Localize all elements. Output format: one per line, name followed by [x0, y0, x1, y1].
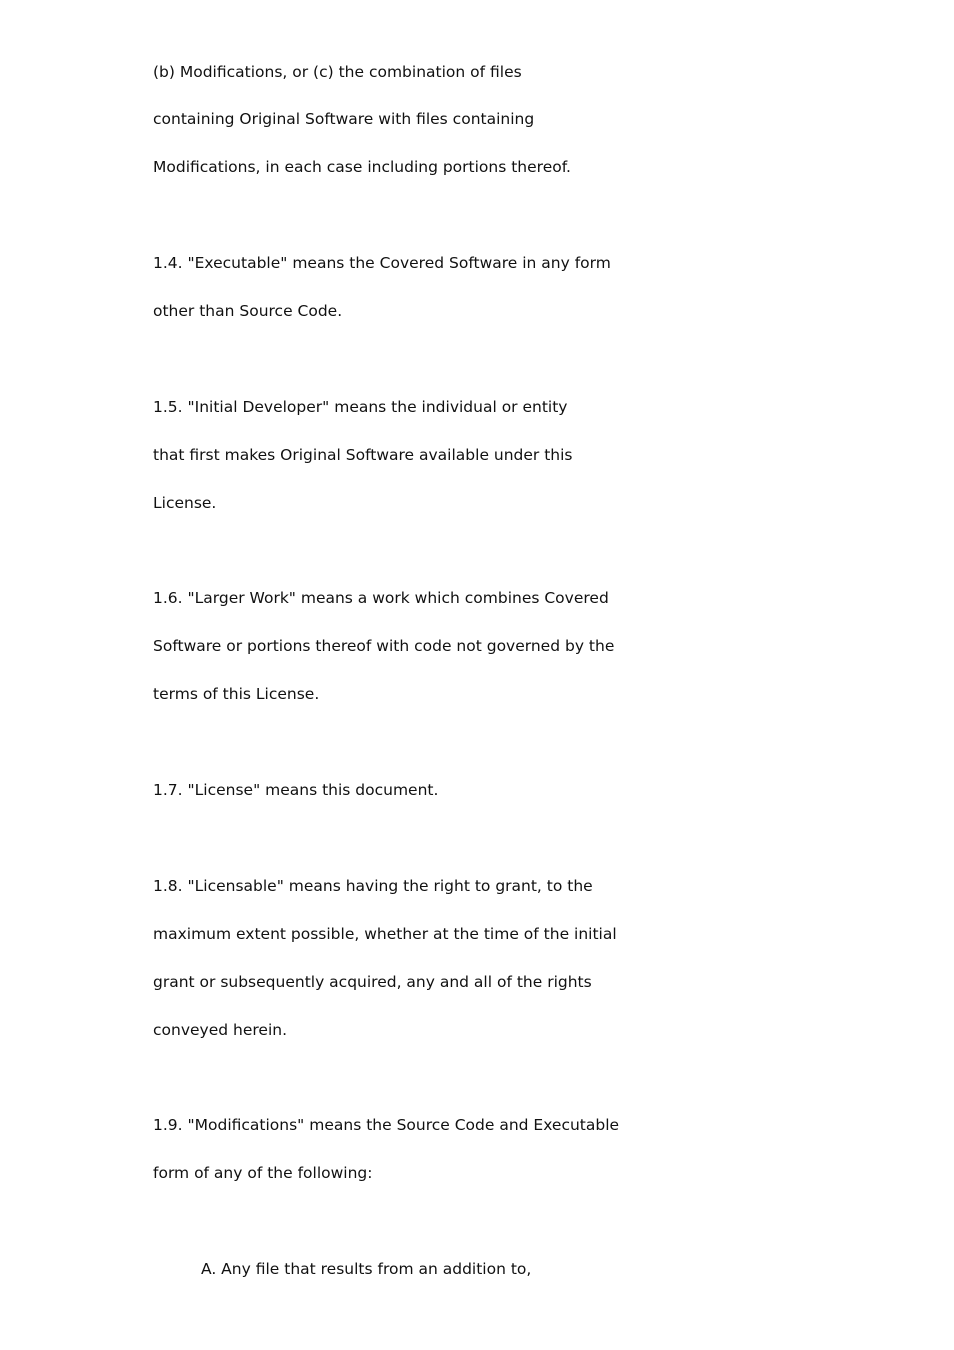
text-line: terms of this License.: [153, 685, 320, 703]
text-line: containing Original Software with files containing: [153, 110, 535, 128]
text-line: form of any of the following:: [153, 1164, 373, 1182]
text-line: maximum extent possible, whether at the time of the initial: [153, 925, 617, 943]
text-line: (b) Modifications, or (c) the combination of files: [153, 63, 522, 81]
text-line: A. Any file that results from an addition to,: [201, 1260, 532, 1278]
text-line: 1.4. "Executable" means the Covered Software in any form: [153, 254, 611, 272]
text-line: License.: [153, 494, 217, 512]
text-line: 1.9. "Modifications" means the Source Code and Executable: [153, 1116, 620, 1134]
text-line: that first makes Original Software available under this: [153, 446, 573, 464]
text-line: 1.8. "Licensable" means having the right to grant, to the: [153, 877, 593, 895]
text-line: conveyed herein.: [153, 1021, 287, 1039]
text-line: other than Source Code.: [153, 302, 343, 320]
text-line: 1.5. "Initial Developer" means the individual or entity: [153, 398, 568, 416]
text-line: 1.7. "License" means this document.: [153, 781, 439, 799]
text-line: grant or subsequently acquired, any and all of the rights: [153, 973, 592, 991]
text-line: Modifications, in each case including portions thereof.: [153, 158, 571, 176]
text-line: 1.6. "Larger Work" means a work which combines Covered: [153, 589, 609, 607]
text-line: Software or portions thereof with code not governed by the: [153, 637, 615, 655]
